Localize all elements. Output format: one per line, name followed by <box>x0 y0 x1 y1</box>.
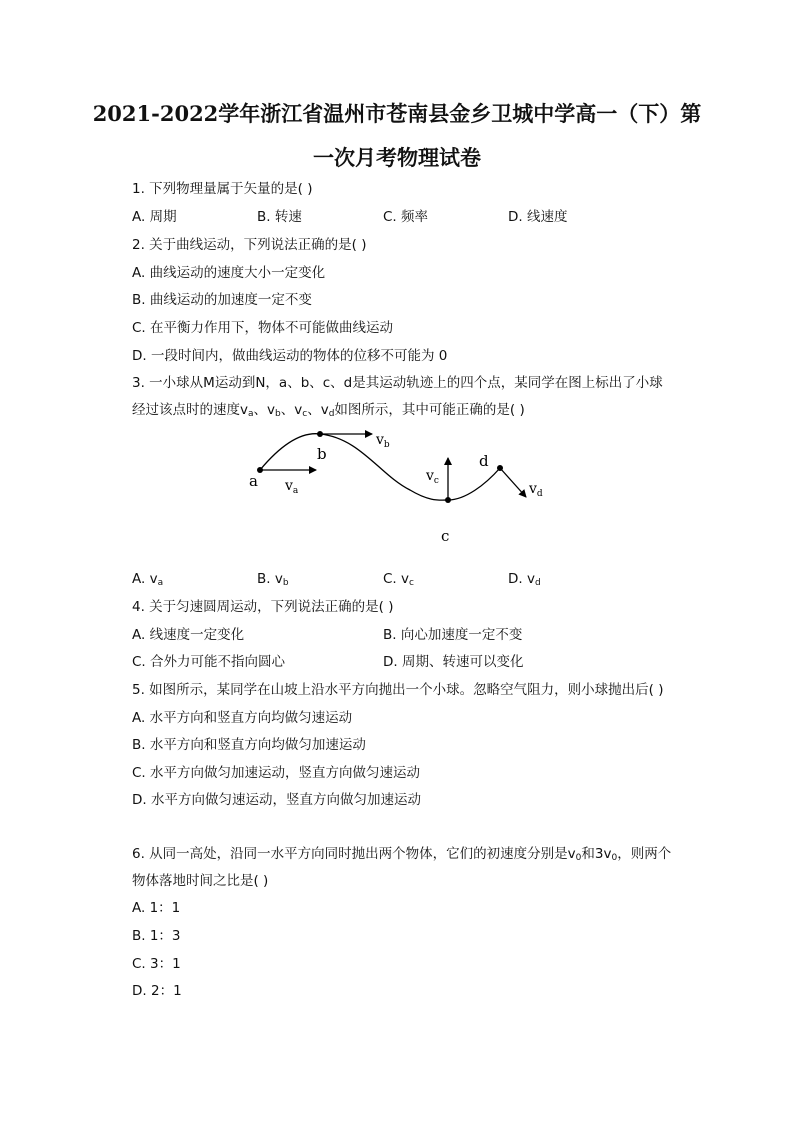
velocity-label-d: $v_d$ <box>529 481 543 499</box>
question-5-option-d[interactable]: D. 水平方向做匀速运动，竖直方向做匀加速运动 <box>132 792 421 808</box>
question-2-option-c[interactable]: C. 在平衡力作用下，物体不可能做曲线运动 <box>132 320 394 336</box>
velocity-label-c: $v_c$ <box>426 468 439 486</box>
question-4-option-c[interactable]: C. 合外力可能不指向圆心 <box>132 654 286 670</box>
question-2-option-d[interactable]: D. 一段时间内，做曲线运动的物体的位移不可能为 0 <box>132 348 448 364</box>
question-2-option-b[interactable]: B. 曲线运动的加速度一定不变 <box>132 292 312 308</box>
question-6-option-b[interactable]: B. 1：3 <box>132 928 181 944</box>
question-4-stem: 4. 关于匀速圆周运动，下列说法正确的是( ) <box>132 599 394 615</box>
question-1-option-d[interactable]: D. 线速度 <box>508 209 568 225</box>
velocity-arrow-d <box>500 468 526 497</box>
question-5-option-a[interactable]: A. 水平方向和竖直方向均做匀速运动 <box>132 710 353 726</box>
question-1-option-a[interactable]: A. 周期 <box>132 209 177 225</box>
point-a-label: a <box>249 472 258 490</box>
question-6-stem-line2: 物体落地时间之比是( ) <box>132 873 269 889</box>
question-4-option-d[interactable]: D. 周期、转速可以变化 <box>383 654 524 670</box>
question-1-option-b[interactable]: B. 转速 <box>257 209 302 225</box>
question-5-option-b[interactable]: B. 水平方向和竖直方向均做匀加速运动 <box>132 737 366 753</box>
question-6-option-c[interactable]: C. 3：1 <box>132 956 181 972</box>
question-6-stem-line1: 6. 从同一高处，沿同一水平方向同时抛出两个物体，它们的初速度分别是$v_0$和$3v_0$，则两个 <box>132 846 672 863</box>
exam-title-line1: 2021-2022学年浙江省温州市苍南县金乡卫城中学高一（下）第 <box>92 101 702 126</box>
question-4-option-a[interactable]: A. 线速度一定变化 <box>132 627 245 643</box>
point-b-label: b <box>317 445 327 463</box>
exam-title-line2: 一次月考物理试卷 <box>313 145 481 170</box>
point-c-label: c <box>441 527 450 545</box>
question-3-option-c[interactable]: C. $v_c$ <box>383 571 414 588</box>
question-1-stem: 1. 下列物理量属于矢量的是( ) <box>132 181 313 197</box>
question-4-option-b[interactable]: B. 向心加速度一定不变 <box>383 627 523 643</box>
question-2-stem: 2. 关于曲线运动，下列说法正确的是( ) <box>132 237 367 253</box>
question-3-option-d[interactable]: D. $v_d$ <box>508 571 541 588</box>
question-5-stem: 5. 如图所示，某同学在山坡上沿水平方向抛出一个小球。忽略空气阻力，则小球抛出后( ) <box>132 682 664 698</box>
question-2-option-a[interactable]: A. 曲线运动的速度大小一定变化 <box>132 265 326 281</box>
question-3-option-a[interactable]: A. $v_a$ <box>132 571 164 588</box>
question-5-option-c[interactable]: C. 水平方向做匀加速运动，竖直方向做匀速运动 <box>132 765 421 781</box>
velocity-label-b: $v_b$ <box>376 432 390 450</box>
question-6-option-a[interactable]: A. 1：1 <box>132 900 181 916</box>
point-d-label: d <box>479 452 489 470</box>
question-1-option-c[interactable]: C. 频率 <box>383 209 429 225</box>
velocity-label-a: $v_a$ <box>285 478 299 496</box>
question-3-stem-line1: 3. 一小球从M运动到N，a、b、c、d是其运动轨迹上的四个点，某同学在图上标出了小球 <box>132 375 663 391</box>
question-6-option-d[interactable]: D. 2：1 <box>132 983 182 999</box>
trajectory-figure <box>230 420 560 555</box>
question-3-stem-line2: 经过该点时的速度$v_a$、$v_b$、$v_c$、$v_d$如图所示，其中可能正确的是( ) <box>132 402 525 419</box>
question-3-option-b[interactable]: B. $v_b$ <box>257 571 289 588</box>
